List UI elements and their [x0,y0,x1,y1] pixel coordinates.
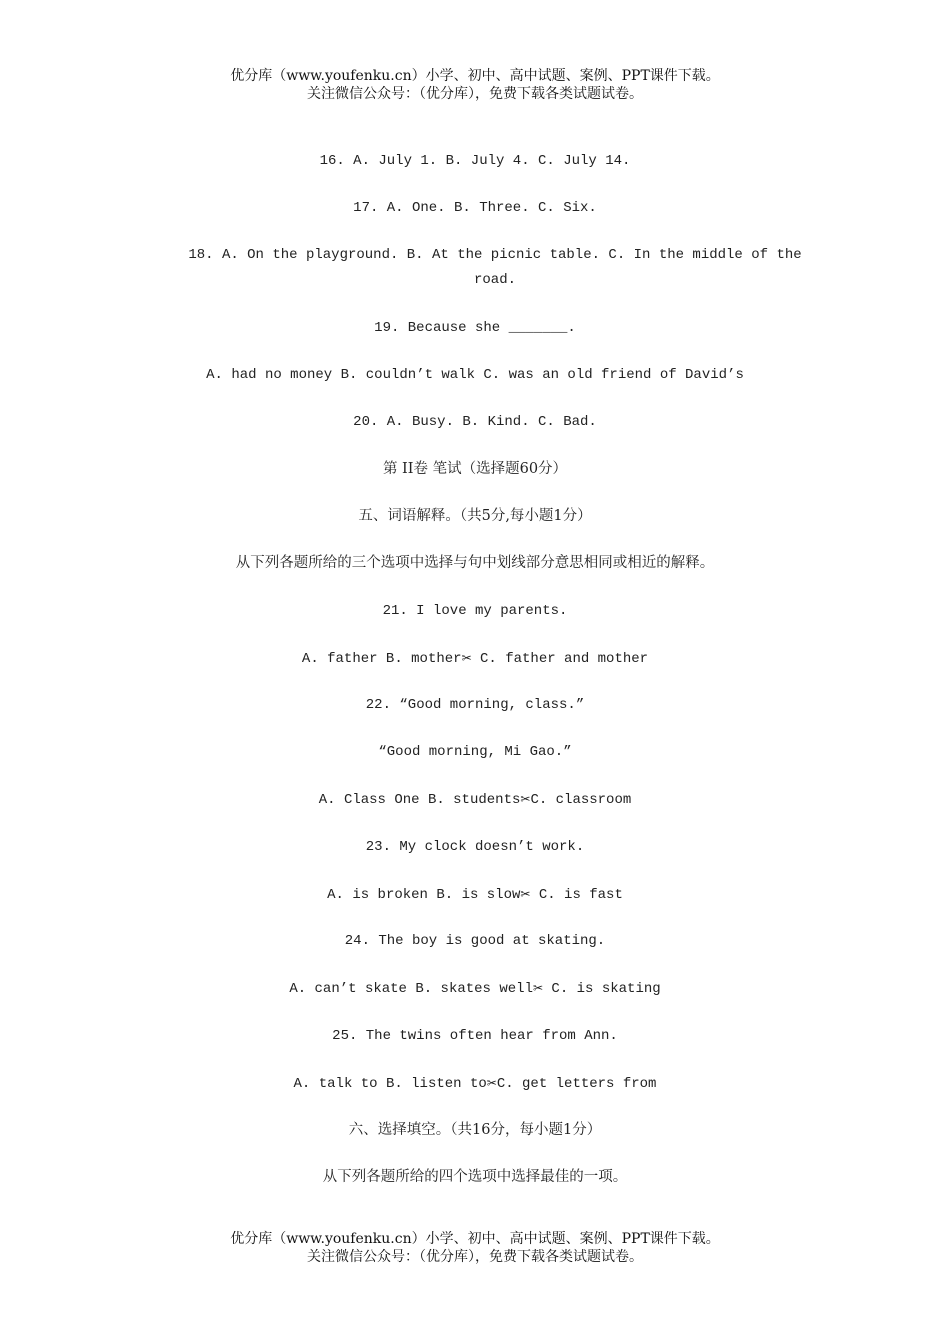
scissors-icon: ✂ [520,887,531,901]
page-footer-line2: 关注微信公众号：（优分库），免费下载各类试题试卷。 [307,1249,643,1265]
option-text: C. get letters from [496,1076,657,1092]
question-22-options [0,787,950,812]
question-19: 19. Because she _______. [374,320,576,336]
question-21-options [0,646,950,671]
option-text: A. is broken B. is slow [327,887,521,903]
question-21: 21. I love my parents. [382,603,568,619]
question-16: 16. A. July 1. B. July 4. C. July 14. [319,153,631,169]
option-text: C. classroom [530,792,632,808]
question-17: 17. A. One. B. Three. C. Six. [353,200,597,216]
scissors-icon: ✂ [486,1076,497,1090]
question-25: 25. The twins often hear from Ann. [332,1028,618,1044]
question-25-options [0,1071,950,1096]
option-text: C. is skating [543,981,661,997]
question-23: 23. My clock doesn’t work. [365,839,585,855]
section-2-title: 第 II卷 笔试（选择题60分） [382,461,568,477]
question-18: 18. A. On the playground. B. At the picnic table. C. In the middle of the road. [188,247,802,288]
option-text: A. talk to B. listen to [293,1076,487,1092]
part-5-instruction: 从下列各题所给的三个选项中选择与句中划线部分意思相同或相近的解释。 [235,555,715,571]
page-footer-line1: 优分库（www.youfenku.cn）小学、初中、高中试题、案例、PPT课件下载。 [230,1231,720,1247]
page-header-line1: 优分库（www.youfenku.cn）小学、初中、高中试题、案例、PPT课件下载。 [230,68,720,84]
option-text: C. is fast [530,887,623,903]
question-22-line2: “Good morning, Mi Gao.” [378,744,572,760]
option-text: A. can’t skate B. skates well [289,981,533,997]
question-20: 20. A. Busy. B. Kind. C. Bad. [353,414,597,430]
scissors-icon: ✂ [520,792,531,806]
part-6-title: 六、选择填空。（共16分，每小题1分） [348,1122,602,1138]
option-text: A. father B. mother [301,651,462,667]
page-header-line2: 关注微信公众号：（优分库），免费下载各类试题试卷。 [307,86,643,102]
question-24-options [0,976,950,1001]
option-text: C. father and mother [471,651,649,667]
part-5-title: 五、词语解释。（共5分,每小题1分） [358,508,592,524]
scissors-icon: ✂ [461,651,472,665]
scissors-icon: ✂ [532,981,544,995]
question-24: 24. The boy is good at skating. [344,933,606,949]
question-23-options [0,882,950,907]
question-19-options: A. had no money B. couldn’t walk C. was an old friend of David’s [206,367,744,383]
option-text: A. Class One B. students [318,792,521,808]
part-6-instruction: 从下列各题所给的四个选项中选择最佳的一项。 [322,1169,628,1185]
question-22-line1: 22. “Good morning, class.” [365,697,585,713]
